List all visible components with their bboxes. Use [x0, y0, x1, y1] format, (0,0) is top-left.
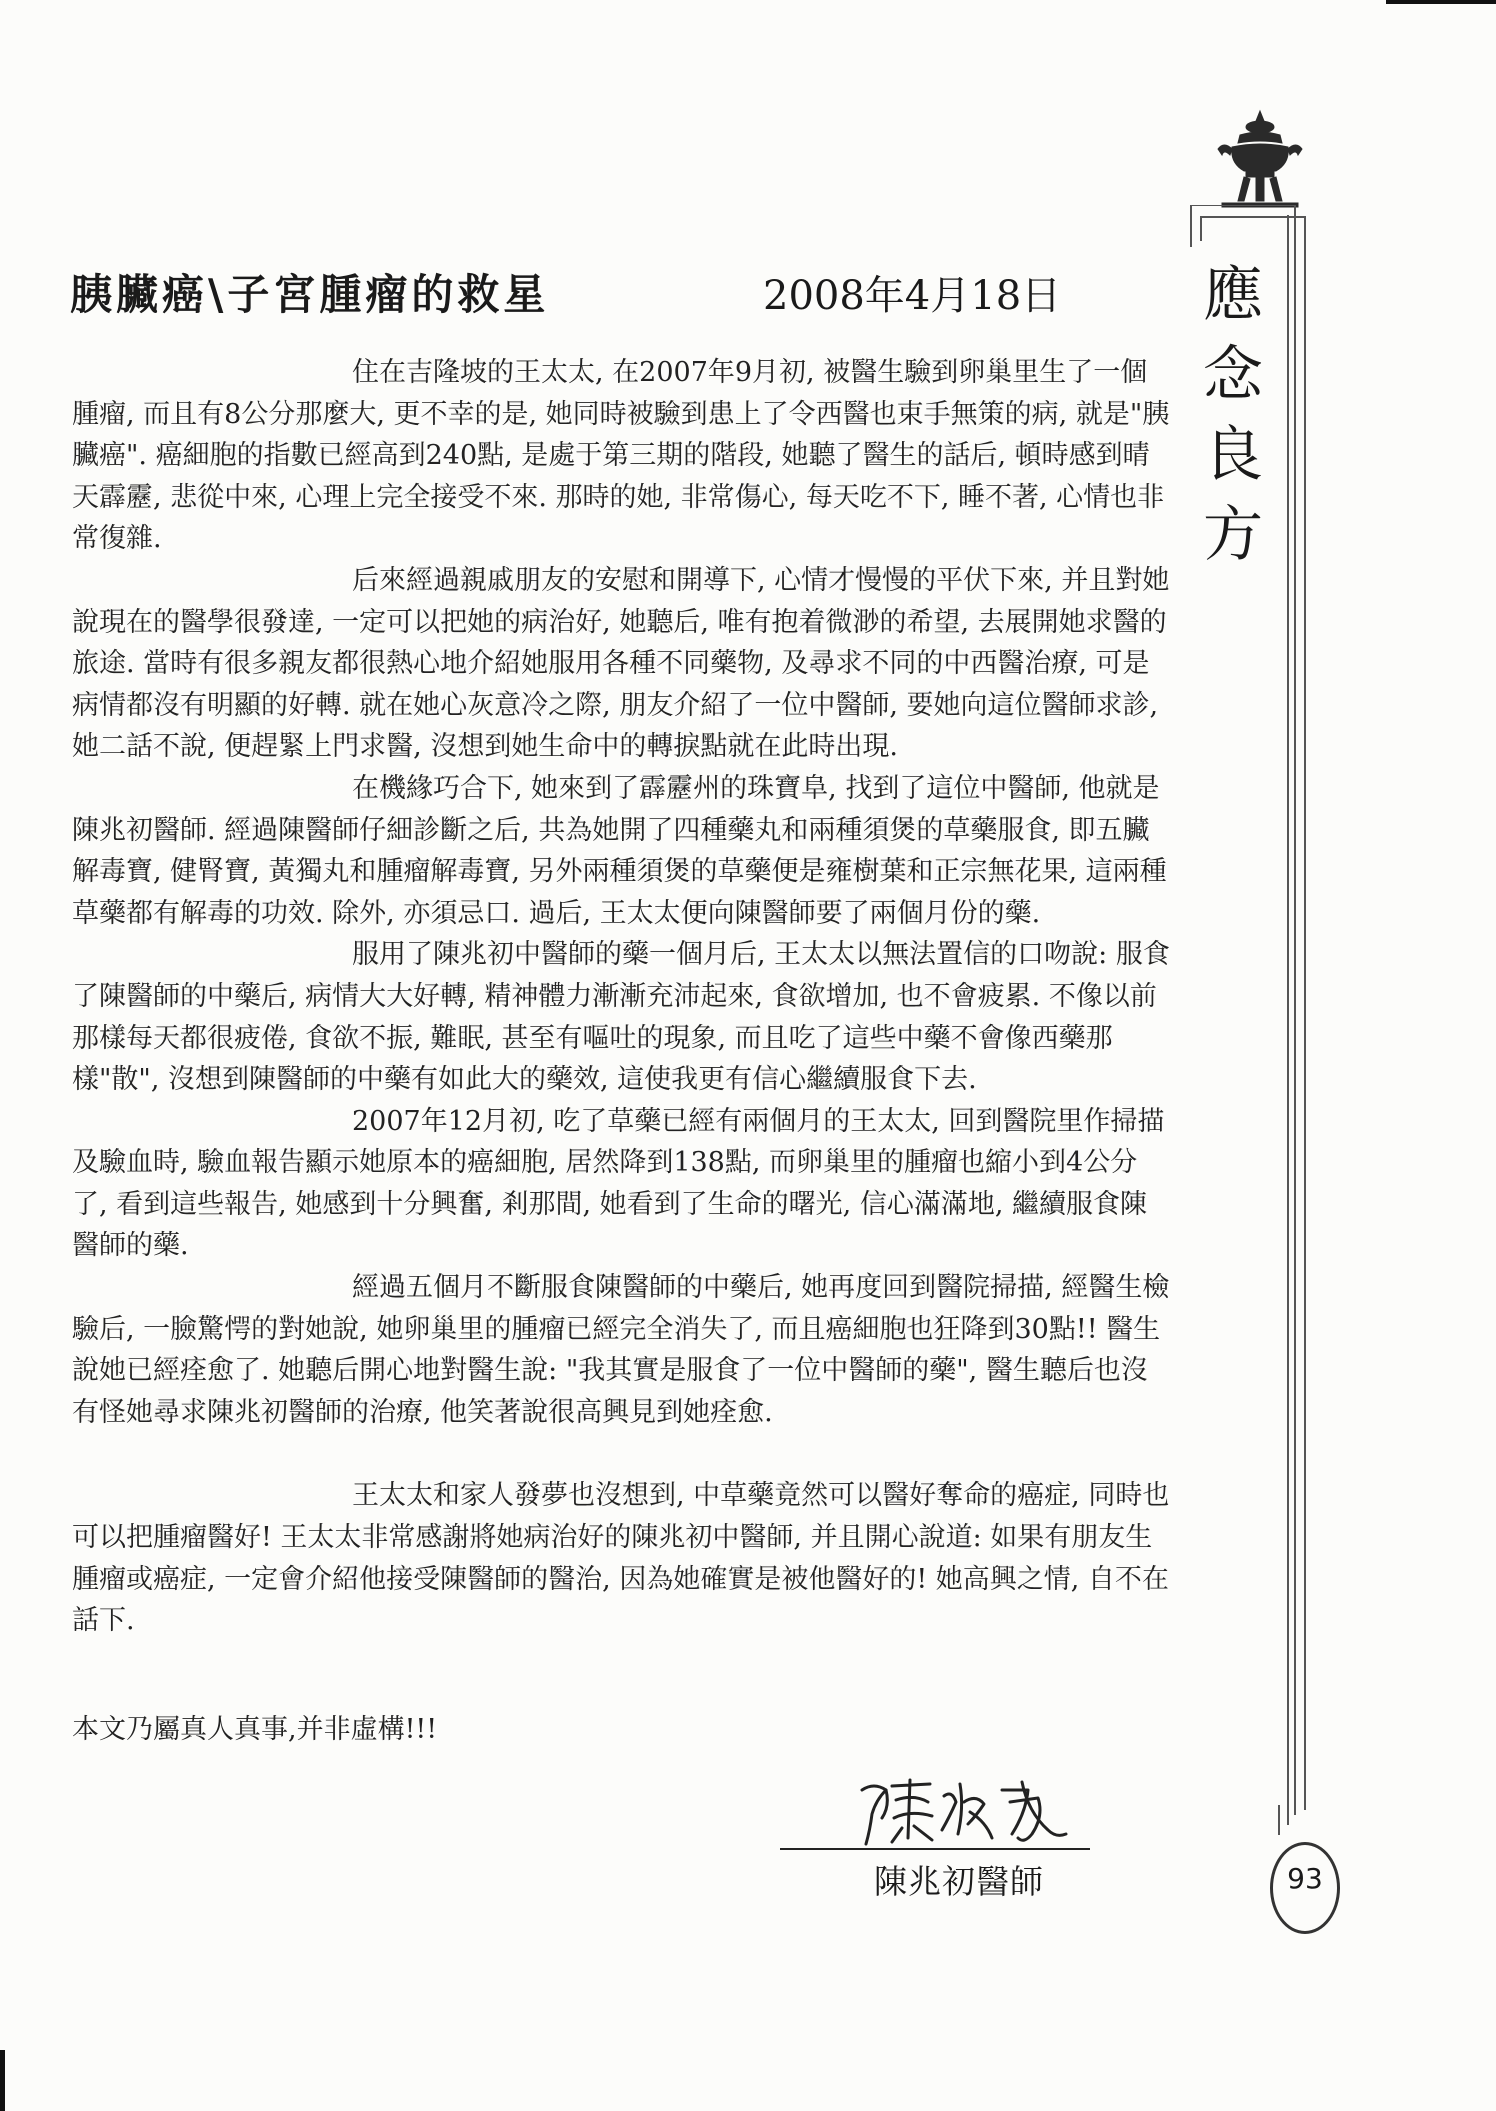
page-number: 93 [1287, 1862, 1323, 1895]
scan-edge-mark [0, 2050, 5, 2111]
vertical-section-title [1198, 255, 1268, 575]
paragraph: 2007年12月初, 吃了草藥已經有兩個月的王太太, 回到醫院里作掃描及驗血時, 驗血報告顯示她原本的癌細胞, 居然降到138點, 而卵巢里的腫瘤也縮小到4公分了, 看到這些報告, 她感到十分興奮, 剎那間, 她看到了生命的曙光, 信心滿滿地, 繼續服食陳醫師的藥. [72, 1105, 1165, 1262]
paragraph: 王太太和家人發夢也沒想到, 中草藥竟然可以醫好奪命的癌症, 同時也可以把腫瘤醫好! 王太太非常感謝將她病治好的陳兆初中醫師, 并且開心說道: 如果有朋友生腫瘤或癌症, 一定會介紹他接受陳醫師的醫治, 因為她確實是被他醫好的! 她高興之情, 自不在話下. [72, 1480, 1170, 1637]
handwritten-signature [852, 1772, 1072, 1852]
paragraph: 后來經過親戚朋友的安慰和開導下, 心情才慢慢的平伏下來, 并且對她說現在的醫學很發達, 一定可以把她的病治好, 她聽后, 唯有抱着微渺的希望, 去展開她求醫的旅途. 當時有很多親友都很熱心地介紹她服用各種不同藥物, 及尋求不同的中西醫治療, 可是病情都沒有明顯的好轉. 就在她心灰意冷之際, 朋友介紹了一位中醫師, 要她向這位醫師求診, 她二話不說, 便趕緊上門求醫, 沒想到她生命中的轉捩點就在此時出現. [72, 564, 1170, 763]
vertical-title-char: 念 [1203, 340, 1263, 410]
incense-burner-icon [1210, 105, 1310, 215]
vertical-title-char: 良 [1203, 420, 1263, 490]
authenticity-note: 本文乃屬真人真事,并非虛構!!! [72, 1714, 438, 1745]
vertical-title-char: 方 [1203, 500, 1263, 570]
scan-corner-mark [1386, 0, 1496, 4]
article-date: 2008年4月18日 [763, 273, 1062, 319]
vertical-title-char: 應 [1203, 260, 1263, 330]
signature-line [780, 1848, 1090, 1850]
paragraph: 住在吉隆坡的王太太, 在2007年9月初, 被醫生驗到卵巢里生了一個腫瘤, 而且有8公分那麼大, 更不幸的是, 她同時被驗到患上了令西醫也束手無策的病, 就是"胰臟癌". 癌細胞的指數已經高到240點, 是處于第三期的階段, 她聽了醫生的話后, 頓時感到晴天霹靂, 悲從中來, 心理上完全接受不來. 那時的她, 非常傷心, 每天吃不下, 睡不著, 心情也非常復雜. [72, 357, 1170, 555]
article-body [72, 352, 1172, 1642]
paragraph: 經過五個月不斷服食陳醫師的中藥后, 她再度回到醫院掃描, 經醫生檢驗后, 一臉驚愕的對她說, 她卵巢里的腫瘤已經完全消失了, 而且癌細胞也狂降到30點!! 醫生說她已經痊愈了. 她聽后開心地對醫生說: "我其實是服食了一位中醫師的藥", 醫生聽后也沒有怪她尋求陳兆初醫師的治療, 他笑著說很高興見到她痊愈. [72, 1272, 1170, 1428]
doctor-name: 陳兆初醫師 [874, 1862, 1044, 1901]
paragraph: 在機緣巧合下, 她來到了霹靂州的珠寶阜, 找到了這位中醫師, 他就是陳兆初醫師. 經過陳醫師仔細診斷之后, 共為她開了四種藥丸和兩種須煲的草藥服食, 即五臟解毒寶, 健腎寶, 黃獨丸和腫瘤解毒寶, 另外兩種須煲的草藥便是雍樹葉和正宗無花果, 這兩種草藥都有解毒的功效. 除外, 亦須忌口. 過后, 王太太便向陳醫師要了兩個月份的藥. [72, 772, 1167, 929]
paragraph: 服用了陳兆初中醫師的藥一個月后, 王太太以無法置信的口吻說: 服食了陳醫師的中藥后, 病情大大好轉, 精神體力漸漸充沛起來, 食欲增加, 也不會疲累. 不像以前那樣每天都很疲倦, 食欲不振, 難眠, 甚至有嘔吐的現象, 而且吃了這些中藥不會像西藥那樣"散", 沒想到陳醫師的中藥有如此大的藥效, 這使我更有信心繼續服食下去. [72, 939, 1170, 1096]
article-title: 胰臟癌\子宮腫瘤的救星 [70, 270, 550, 319]
